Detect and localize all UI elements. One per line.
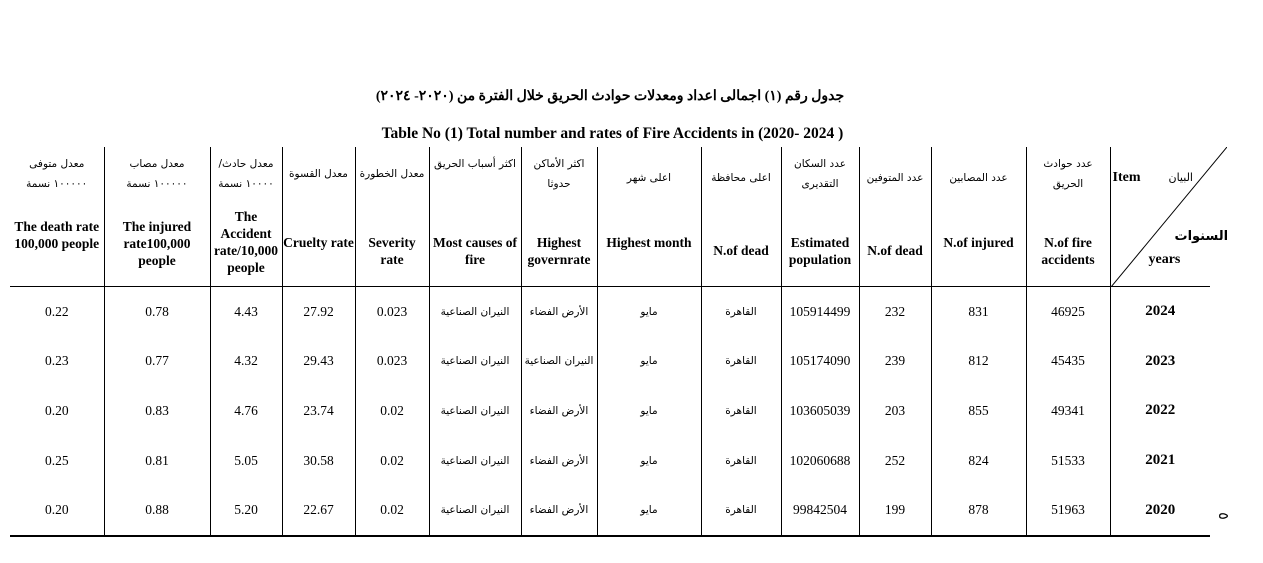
- header-estimated-population: [781, 147, 859, 287]
- cell-cause: النيران الصناعية: [429, 485, 521, 536]
- header-ar-line1: معدل مصاب: [129, 158, 185, 170]
- cell-cruelty: 27.92: [282, 287, 355, 337]
- header-ar-line1: اكثر الأماكن: [533, 158, 585, 170]
- header-en: Highest governrate: [527, 235, 591, 267]
- cell-governorate: القاهرة: [701, 287, 781, 337]
- cell-governorate: القاهرة: [701, 386, 781, 436]
- header-item-years: [1110, 147, 1229, 287]
- header-ar-line2: ١٠٠٠٠٠ نسمة: [126, 177, 188, 190]
- cell-death-rate: 0.20: [44, 402, 69, 418]
- years-label-en: years: [1148, 252, 1181, 267]
- cell-year: 2021: [1110, 436, 1210, 486]
- table-row: [10, 485, 1210, 536]
- table-row: [10, 287, 1210, 337]
- header-fire-accidents: [1026, 147, 1110, 287]
- item-label-en: Item: [1112, 170, 1141, 185]
- header-accident-rate: [210, 147, 282, 287]
- cell-place: النيران الصناعية: [521, 337, 597, 387]
- header-ar-line2: الحريق: [1052, 177, 1084, 190]
- cell-severity: 0.02: [355, 485, 429, 536]
- cell-month: مايو: [597, 436, 701, 486]
- cell-severity: 0.02: [355, 436, 429, 486]
- header-en: N.of injured: [943, 235, 1014, 250]
- page-number: ٥: [1214, 512, 1231, 520]
- cell-place: الأرض الفضاء: [521, 386, 597, 436]
- cell-death-rate: 0.22: [44, 303, 69, 319]
- header-ar-line1: اعلى محافظة: [711, 172, 771, 184]
- cell-fire-accidents: 46925: [1026, 287, 1110, 337]
- cell-death-rate: 0.25: [44, 452, 69, 468]
- cell-month: مايو: [597, 485, 701, 536]
- header-ar-line1: اكثر أسباب الحريق: [434, 158, 516, 170]
- years-label-ar: السنوات: [1174, 229, 1229, 244]
- header-ar-line1: معدل حادث/: [218, 158, 274, 170]
- cell-place: الأرض الفضاء: [521, 436, 597, 486]
- header-ar-line1: معدل الخطورة: [359, 168, 425, 180]
- cell-injured-rate: 0.81: [104, 436, 210, 486]
- cell-fire-accidents: 51533: [1026, 436, 1110, 486]
- cell-cruelty: 29.43: [282, 337, 355, 387]
- cell-cruelty: 23.74: [282, 386, 355, 436]
- header-en: The death rate 100,000 people: [14, 219, 100, 251]
- header-en: N.of fire accidents: [1041, 235, 1095, 267]
- cell-severity: 0.023: [355, 337, 429, 387]
- cell-accident-rate: 5.05: [210, 436, 282, 486]
- header-ar-line1: اعلى شهر: [626, 172, 672, 184]
- cell-injured: 878: [931, 485, 1026, 536]
- cell-dead: 232: [859, 287, 931, 337]
- cell-year: 2024: [1110, 287, 1210, 337]
- header-en: Estimated population: [788, 235, 852, 267]
- cell-dead: 239: [859, 337, 931, 387]
- cell-injured-rate: 0.77: [104, 337, 210, 387]
- header-ar-line2: ١٠٠٠٠ نسمة: [218, 177, 274, 190]
- cell-injured-rate: 0.88: [104, 485, 210, 536]
- header-injured: [931, 147, 1026, 287]
- cell-place: الأرض الفضاء: [521, 287, 597, 337]
- header-highest-governorate: [701, 147, 781, 287]
- header-en: N.of dead: [713, 243, 769, 258]
- header-dead: [859, 147, 931, 287]
- cell-injured-rate: 0.83: [104, 386, 210, 436]
- item-label-ar: البيان: [1168, 171, 1193, 184]
- fire-accidents-table: [10, 147, 1229, 537]
- header-ar-line1: عدد المصابين: [949, 172, 1008, 184]
- header-ar-line2: التقديرى: [801, 177, 839, 190]
- header-en: The Accident rate/10,000 people: [213, 209, 279, 275]
- header-ar-line1: عدد حوادث: [1043, 158, 1093, 170]
- header-fire-causes: [429, 147, 521, 287]
- table-row: [10, 436, 1210, 486]
- cell-governorate: القاهرة: [701, 485, 781, 536]
- cell-dead: 199: [859, 485, 931, 536]
- cell-cause: النيران الصناعية: [429, 386, 521, 436]
- header-ar-line1: معدل القسوة: [289, 168, 348, 180]
- cell-accident-rate: 5.20: [210, 485, 282, 536]
- cell-fire-accidents: 49341: [1026, 386, 1110, 436]
- cell-fire-accidents: 51963: [1026, 485, 1110, 536]
- cell-population: 99842504: [781, 485, 859, 536]
- cell-month: مايو: [597, 287, 701, 337]
- cell-population: 103605039: [781, 386, 859, 436]
- cell-cause: النيران الصناعية: [429, 436, 521, 486]
- table-row: [10, 337, 1210, 387]
- cell-death-rate: 0.20: [10, 485, 104, 536]
- cell-injured-rate: 0.78: [104, 287, 210, 337]
- header-ar-line2: حدوثا: [547, 177, 571, 190]
- cell-cause: النيران الصناعية: [429, 287, 521, 337]
- header-death-rate: [10, 147, 104, 287]
- cell-year: 2020: [1110, 485, 1210, 536]
- cell-month: مايو: [597, 386, 701, 436]
- cell-injured: 824: [931, 436, 1026, 486]
- header-en: Most causes of fire: [433, 235, 517, 267]
- header-highest-month: [597, 147, 701, 287]
- cell-governorate: القاهرة: [701, 337, 781, 387]
- table-title-arabic: جدول رقم (١) اجمالى اعداد ومعدلات حوادث الحريق خلال الفترة من (٢٠٢٠- ٢٠٢٤): [375, 89, 845, 104]
- cell-population: 105174090: [781, 337, 859, 387]
- cell-governorate: القاهرة: [701, 436, 781, 486]
- cell-dead: 203: [859, 386, 931, 436]
- header-en: Highest month: [606, 235, 692, 250]
- header-ar-line1: معدل متوفى: [29, 158, 85, 170]
- cell-death-rate: 0.23: [44, 353, 69, 369]
- cell-severity: 0.023: [355, 287, 429, 337]
- header-highest-place: [521, 147, 597, 287]
- header-en: Cruelty rate: [283, 235, 354, 250]
- cell-injured: 855: [931, 386, 1026, 436]
- cell-accident-rate: 4.43: [210, 287, 282, 337]
- table-row: [10, 386, 1210, 436]
- cell-accident-rate: 4.76: [210, 386, 282, 436]
- cell-fire-accidents: 45435: [1026, 337, 1110, 387]
- header-cruelty-rate: [282, 147, 355, 287]
- cell-cruelty: 22.67: [282, 485, 355, 536]
- cell-dead: 252: [859, 436, 931, 486]
- header-en: N.of dead: [867, 243, 923, 258]
- header-en: Severity rate: [368, 235, 416, 267]
- table-title-english: Table No (1) Total number and rates of Fire Accidents in (2020- 2024 ): [381, 125, 844, 142]
- cell-injured: 812: [931, 337, 1026, 387]
- cell-month: مايو: [597, 337, 701, 387]
- cell-year: 2022: [1110, 386, 1210, 436]
- header-ar-line2: ١٠٠٠٠٠ نسمة: [26, 177, 88, 190]
- cell-accident-rate: 4.32: [210, 337, 282, 387]
- cell-cause: النيران الصناعية: [429, 337, 521, 387]
- cell-population: 105914499: [781, 287, 859, 337]
- header-en: The injured rate100,000 people: [122, 219, 192, 268]
- cell-injured: 831: [931, 287, 1026, 337]
- header-ar-line1: عدد المتوفين: [866, 172, 924, 184]
- header-injured-rate: [104, 147, 210, 287]
- header-ar-line1: عدد السكان: [794, 158, 846, 170]
- header-severity-rate: [355, 147, 429, 287]
- cell-year: 2023: [1110, 337, 1210, 387]
- cell-cruelty: 30.58: [282, 436, 355, 486]
- cell-place: الأرض الفضاء: [521, 485, 597, 536]
- header-row: [10, 147, 1210, 287]
- cell-population: 102060688: [781, 436, 859, 486]
- cell-severity: 0.02: [355, 386, 429, 436]
